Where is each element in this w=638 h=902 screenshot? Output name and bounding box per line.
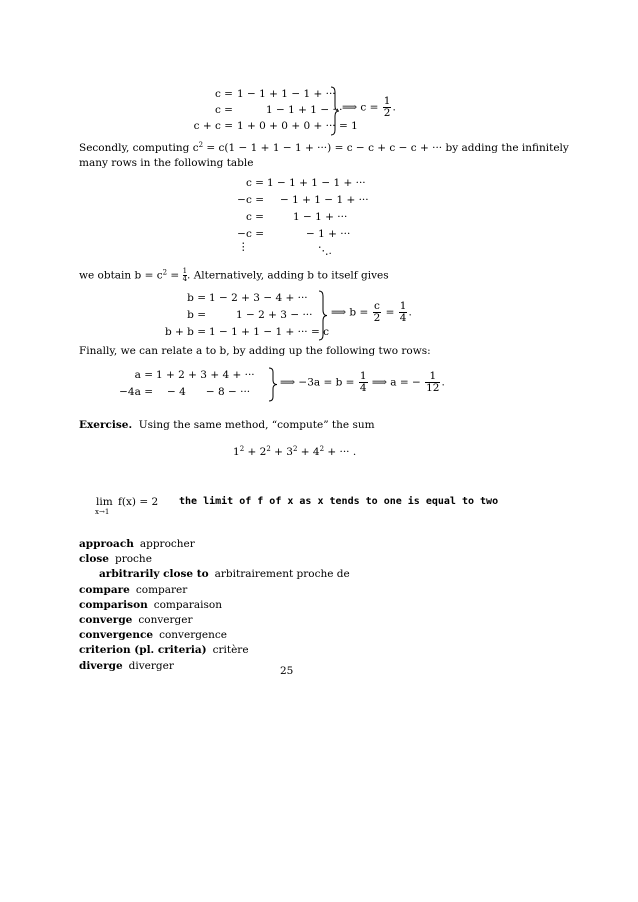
eq2-result-suffix: . — [408, 306, 412, 319]
glossary-term: compare — [79, 583, 130, 596]
sum-exponent: 2 — [319, 445, 325, 453]
glossary-entry — [79, 583, 350, 598]
sum-term: + 4 — [297, 446, 320, 458]
frac-denominator: 4 — [399, 312, 407, 325]
table-row1-lhs: c = — [245, 177, 264, 189]
glossary-term: criterion (pl. criteria) — [79, 644, 207, 657]
paragraph-2 — [79, 268, 389, 284]
eq1-row1-rhs: 1 − 1 + 1 − 1 + ··· — [237, 88, 336, 100]
glossary-term: diverge — [79, 659, 123, 672]
eq2-row3-rhs: 1 − 1 + 1 − 1 + ··· = c — [209, 326, 329, 338]
eq3-result-mid: ⟹ a = − — [371, 376, 421, 389]
eq2-fraction-1 — [373, 301, 382, 324]
glossary-translation: arbitrairement proche de — [214, 568, 350, 581]
para1-text-b: = c(1 − 1 + 1 − 1 + ···) = c − c + c − c + ··· by adding the infinitely — [203, 142, 569, 154]
eq2-equals: = — [385, 306, 395, 319]
table-row2-lhs: −c = — [237, 194, 264, 206]
frac-numerator: 1 — [383, 95, 391, 107]
eq2-result-prefix: ⟹ b = — [331, 306, 369, 319]
frac-numerator: 1 — [182, 267, 188, 275]
eq3-row2-rhs: − 4 − 8 − ··· — [167, 386, 251, 398]
glossary-translation: critère — [212, 644, 249, 657]
frac-numerator: c — [373, 300, 380, 312]
eq3-row1-rhs: 1 + 2 + 3 + 4 + ··· — [156, 369, 255, 381]
paragraph-3: Finally, we can relate a to b, by adding up the following two rows: — [79, 345, 431, 357]
frac-denominator: 12 — [426, 382, 440, 395]
eq3-fraction-2 — [425, 371, 440, 394]
eq1-result-fraction — [383, 96, 392, 119]
eq3-row1-lhs: a = — [134, 369, 153, 381]
table-row3-rhs: 1 − 1 + ··· — [293, 211, 348, 223]
glossary-translation: proche — [114, 553, 152, 566]
para2-text-c: . Alternatively, adding b to itself gives — [187, 269, 389, 282]
para1-text-a: Secondly, computing c — [79, 142, 199, 154]
limit-lim: lim — [96, 496, 113, 508]
glossary-term: comparison — [79, 598, 148, 611]
frac-denominator: 4 — [359, 382, 367, 395]
glossary-entry — [79, 552, 350, 567]
glossary-entry — [79, 628, 350, 643]
frac-denominator: 4 — [182, 275, 188, 283]
eq3-result-prefix: ⟹ −3a = b = — [280, 376, 355, 389]
glossary-term: close — [79, 553, 109, 566]
right-brace-icon — [268, 367, 278, 402]
glossary-translation: comparer — [135, 583, 188, 596]
eq1-row2-lhs: c = — [214, 104, 233, 116]
eq3-fraction-1 — [359, 371, 368, 394]
sum-term: + 3 — [270, 446, 293, 458]
glossary-term: converge — [79, 614, 133, 627]
glossary-translation: diverger — [128, 659, 174, 672]
sum-base: 1 — [233, 446, 240, 458]
exercise-label: Exercise. — [79, 419, 133, 431]
glossary-list — [79, 537, 350, 674]
frac-numerator: 1 — [429, 370, 437, 382]
eq1-result — [342, 96, 396, 119]
glossary-term: approach — [79, 538, 134, 550]
right-brace-icon — [318, 290, 328, 341]
exercise-text: Using the same method, “compute” the sum — [138, 419, 375, 431]
sum-exponent: 2 — [239, 445, 245, 453]
glossary-entry — [79, 537, 350, 552]
glossary-translation: convergence — [159, 629, 227, 642]
eq2-fraction-2 — [399, 301, 408, 324]
paragraph-1-line2: many rows in the following table — [79, 157, 254, 169]
eq2-row2-rhs: 1 − 2 + 3 − ··· — [236, 309, 313, 321]
right-brace-icon — [330, 86, 340, 136]
eq1-result-prefix: ⟹ c = — [342, 101, 379, 114]
exercise-sum — [233, 446, 356, 458]
sum-term: + 2 — [244, 446, 267, 458]
limit-subscript: x→1 — [95, 508, 110, 516]
eq2-row2-lhs: b = — [187, 309, 206, 321]
eq1-row2-rhs: 1 − 1 + 1 − ··· — [266, 104, 343, 116]
eq2-row1-rhs: 1 − 2 + 3 − 4 + ··· — [209, 292, 308, 304]
para2-text-a: we obtain b = c — [79, 269, 163, 282]
table-row3-lhs: c = — [245, 211, 264, 223]
glossary-translation: approcher — [139, 538, 195, 550]
sum-exponent: 2 — [266, 445, 271, 453]
limit-expression: f(x) = 2 — [118, 496, 159, 508]
para2-superscript: 2 — [162, 268, 168, 277]
sum-exponent: 2 — [292, 445, 298, 453]
eq3-result-suffix: . — [441, 376, 445, 389]
exercise-paragraph — [79, 418, 375, 433]
table-row4-lhs: −c = — [237, 228, 264, 240]
page-number: 25 — [280, 665, 294, 677]
frac-denominator: 2 — [383, 107, 391, 120]
limit-spoken: the limit of f of x as x tends to one is equal to two — [179, 496, 499, 507]
glossary-entry — [79, 643, 350, 658]
glossary-translation: comparaison — [153, 598, 222, 611]
glossary-entry — [79, 598, 350, 613]
glossary-entry — [79, 659, 350, 674]
table-row1-rhs: 1 − 1 + 1 − 1 + ··· — [267, 177, 366, 189]
para2-text-b: = — [167, 269, 183, 282]
eq1-row1-lhs: c = — [214, 88, 233, 100]
eq1-row3-lhs: c + c = — [193, 120, 233, 132]
glossary-translation: converger — [138, 614, 193, 627]
paragraph-1-line1 — [79, 141, 569, 156]
table-row4-rhs: − 1 + ··· — [306, 228, 351, 240]
eq2-result — [331, 301, 412, 324]
glossary-term: arbitrarily close to — [99, 568, 209, 581]
glossary-entry — [79, 567, 350, 582]
frac-denominator: 2 — [373, 312, 381, 325]
eq3-row2-lhs: −4a = — [119, 386, 153, 398]
frac-numerator: 1 — [399, 300, 407, 312]
eq2-row1-lhs: b = — [187, 292, 206, 304]
eq3-result — [280, 371, 445, 394]
glossary-term: convergence — [79, 629, 154, 642]
eq1-result-suffix: . — [392, 101, 396, 114]
sum-tail: + ··· . — [324, 446, 357, 458]
eq2-row3-lhs: b + b = — [164, 326, 206, 338]
eq1-row3-rhs: 1 + 0 + 0 + 0 + ··· = 1 — [237, 120, 358, 132]
vertical-dots: ⋮ — [238, 241, 249, 253]
frac-numerator: 1 — [359, 370, 367, 382]
para1-superscript: 2 — [198, 141, 204, 149]
diagonal-dots: ⋱. — [318, 245, 332, 257]
table-row2-rhs: − 1 + 1 − 1 + ··· — [280, 194, 369, 206]
glossary-entry — [79, 613, 350, 628]
